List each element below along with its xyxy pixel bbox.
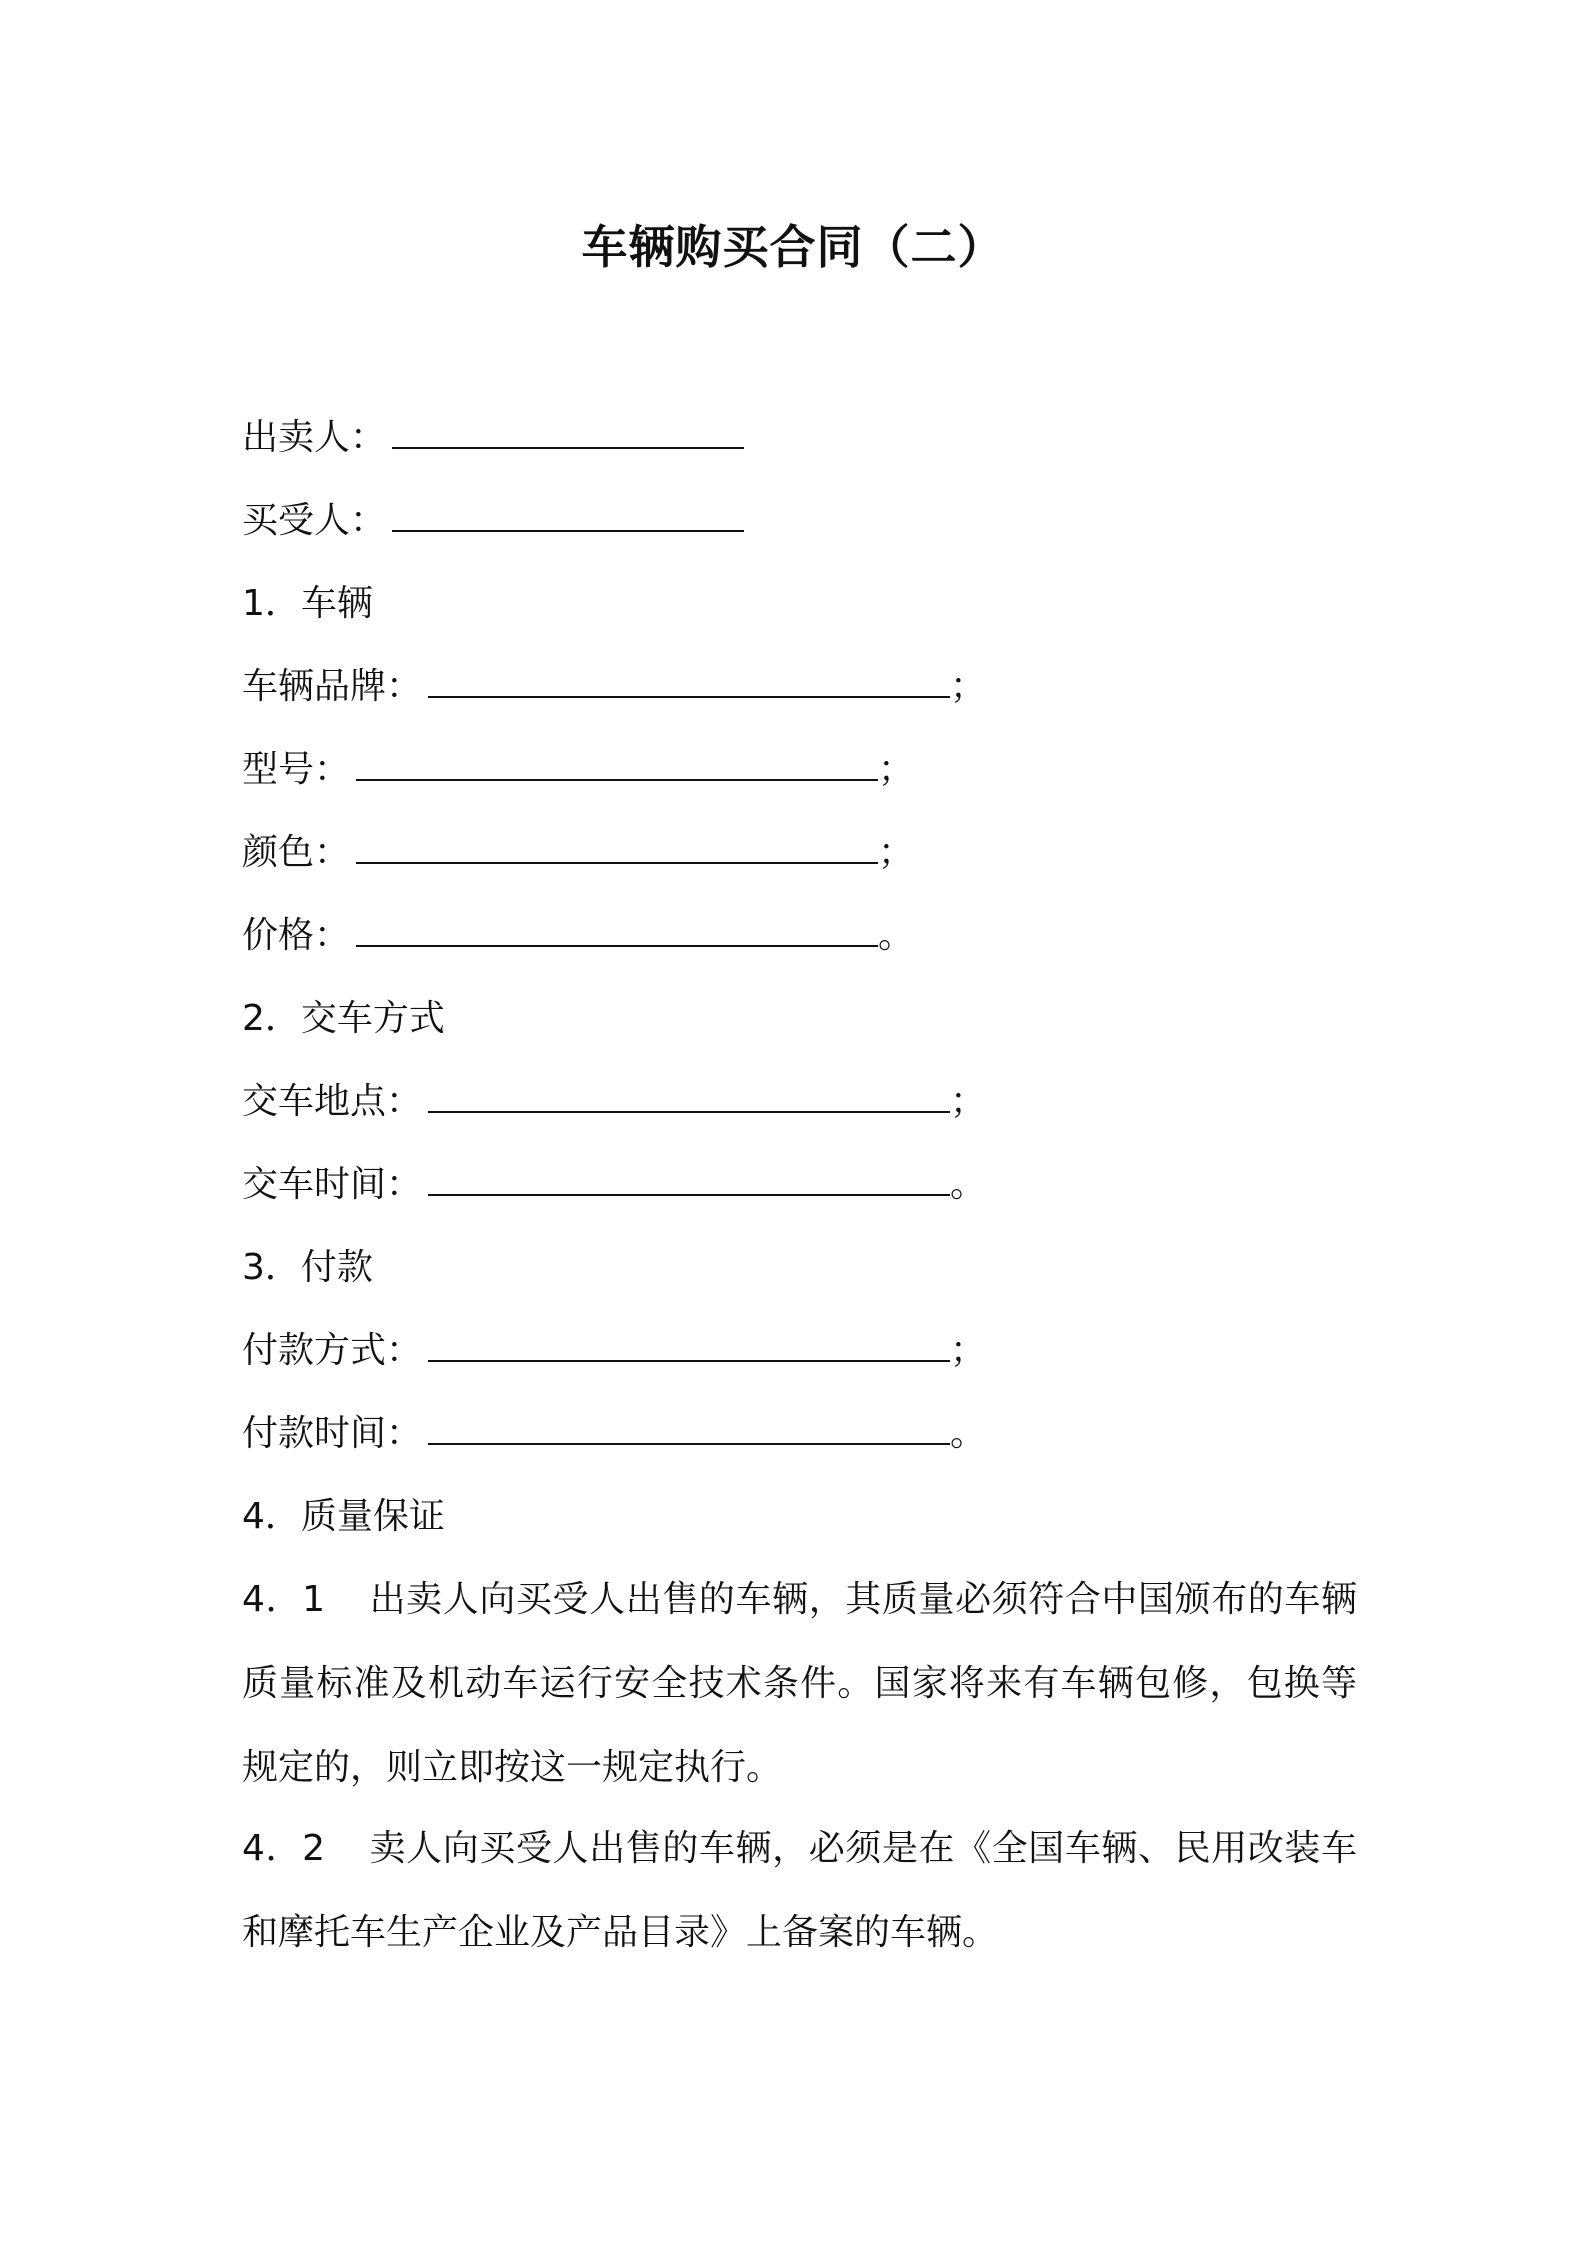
color-blank[interactable] <box>356 832 878 864</box>
price-label: 价格： <box>242 915 351 956</box>
delivery-time-label: 交车时间： <box>242 1164 423 1205</box>
payment-time-label: 付款时间： <box>242 1413 423 1454</box>
delivery-place-blank[interactable] <box>428 1081 950 1113</box>
buyer-blank[interactable] <box>392 500 744 532</box>
model-field <box>242 745 914 795</box>
brand-label: 车辆品牌： <box>242 666 423 707</box>
seller-blank[interactable] <box>392 417 744 449</box>
buyer-field <box>242 496 744 546</box>
delivery-place-end: ； <box>950 1081 987 1122</box>
clause-4-2-number: 4．2 <box>242 1828 325 1869</box>
model-end: ； <box>878 749 915 790</box>
brand-end: ； <box>950 666 987 707</box>
clause-4-1 <box>242 1558 1357 1810</box>
buyer-label: 买受人： <box>242 500 387 541</box>
clause-4-2-text: 卖人向买受人出售的车辆，必须是在《全国车辆、民用改装车和摩托车生产企业及产品目录》上备案的车辆。 <box>242 1828 1357 1953</box>
delivery-time-field <box>242 1160 986 1210</box>
section-heading-1: 1．车辆 <box>242 583 373 624</box>
payment-method-end: ； <box>950 1330 987 1371</box>
payment-time-field <box>242 1409 986 1459</box>
model-blank[interactable] <box>356 749 878 781</box>
price-end: 。 <box>878 915 915 956</box>
seller-field <box>242 413 744 463</box>
clause-4-1-text: 出卖人向买受人出售的车辆，其质量必须符合中国颁布的车辆质量标准及机动车运行安全技术条件。国家将来有车辆包修，包换等规定的，则立即按这一规定执行。 <box>242 1579 1357 1788</box>
brand-field <box>242 662 986 712</box>
clause-4-2 <box>242 1807 1357 1975</box>
model-label: 型号： <box>242 749 351 790</box>
delivery-place-label: 交车地点： <box>242 1081 423 1122</box>
brand-blank[interactable] <box>428 666 950 698</box>
delivery-time-blank[interactable] <box>428 1164 950 1196</box>
clause-4-1-number: 4．1 <box>242 1579 325 1620</box>
payment-time-end: 。 <box>950 1413 987 1454</box>
delivery-place-field <box>242 1077 986 1127</box>
price-blank[interactable] <box>356 915 878 947</box>
payment-method-label: 付款方式： <box>242 1330 423 1371</box>
seller-label: 出卖人： <box>242 417 387 458</box>
delivery-time-end: 。 <box>950 1164 987 1205</box>
color-label: 颜色： <box>242 832 351 873</box>
section-heading-3: 3．付款 <box>242 1247 373 1288</box>
payment-method-blank[interactable] <box>428 1330 950 1362</box>
color-field <box>242 828 914 878</box>
payment-time-blank[interactable] <box>428 1413 950 1445</box>
section-heading-2: 2．交车方式 <box>242 998 445 1039</box>
document-title: 车辆购买合同（二） <box>581 220 1005 274</box>
section-heading-4: 4．质量保证 <box>242 1496 445 1537</box>
payment-method-field <box>242 1326 986 1376</box>
price-field <box>242 911 914 961</box>
color-end: ； <box>878 832 915 873</box>
